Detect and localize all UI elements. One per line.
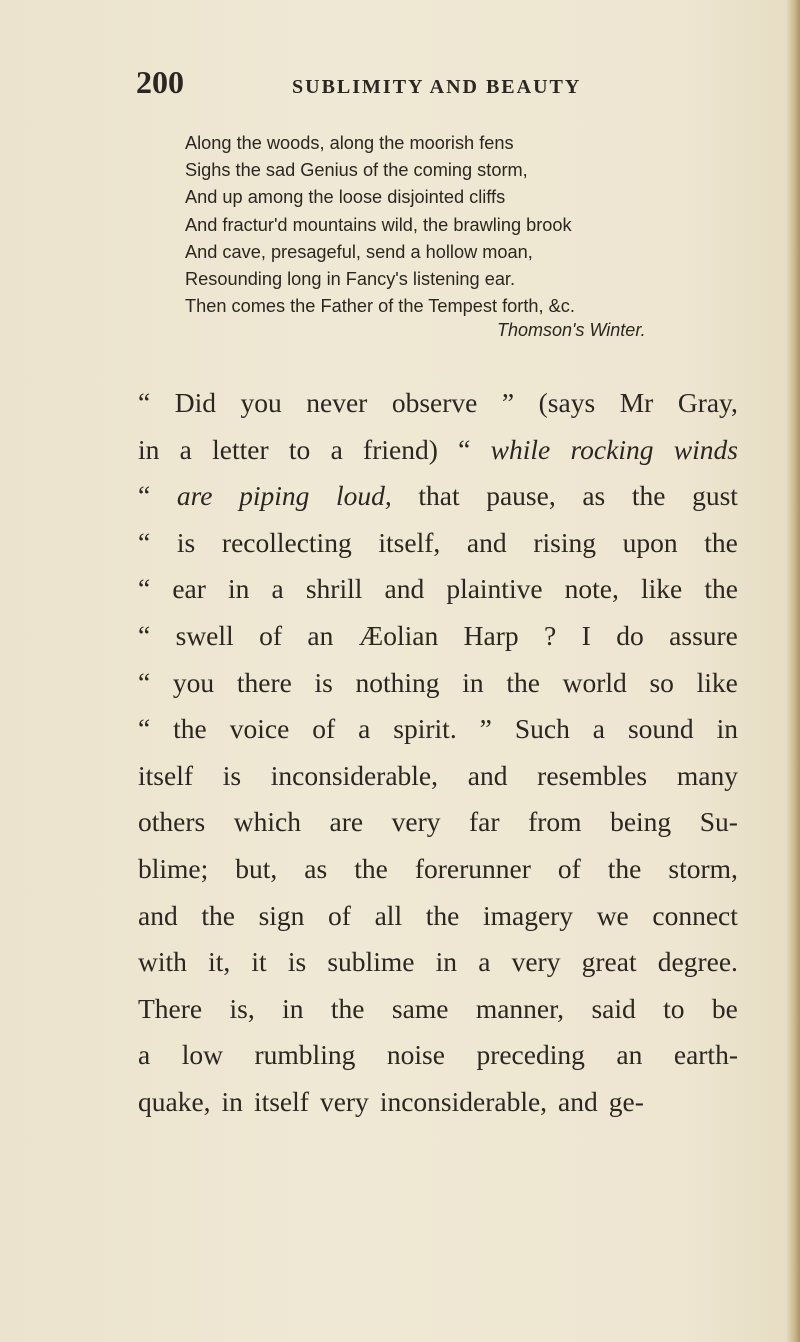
prose-word: the: [506, 666, 540, 698]
prose-word: the: [631, 480, 666, 512]
prose-word: is: [287, 946, 307, 978]
prose-word: and: [466, 526, 507, 558]
prose-word: there: [236, 666, 292, 698]
prose-word: Did: [174, 387, 216, 418]
poem-line: Sighs the sad Genius of the coming storm,: [185, 160, 528, 181]
prose-word: friend): [363, 433, 438, 465]
prose-word: “: [138, 619, 151, 651]
prose-word: upon: [622, 526, 678, 558]
prose-line: [138, 893, 738, 940]
prose-word: a: [271, 573, 284, 605]
prose-word: ear: [172, 573, 206, 605]
prose-word: There: [138, 992, 203, 1024]
prose-word: Æolian: [358, 619, 439, 651]
prose-word: the: [330, 992, 365, 1024]
prose-word: Such: [514, 713, 570, 745]
quoted-poem: [185, 130, 745, 320]
prose-word: plaintive: [446, 573, 543, 605]
prose-word: gust: [692, 480, 738, 512]
prose-word: sound: [627, 713, 694, 745]
prose-word: we: [596, 899, 629, 931]
prose-word: rising: [533, 526, 596, 558]
prose-word: very: [319, 1085, 369, 1117]
prose-word: and: [384, 573, 425, 605]
prose-word: nothing: [355, 666, 440, 698]
prose-line: [138, 1032, 738, 1079]
prose-word: “: [138, 526, 151, 558]
poem-line: And fractur'd mountains wild, the brawling brook: [185, 214, 572, 235]
prose-word: ge-: [608, 1085, 644, 1117]
prose-word: I: [581, 619, 591, 651]
prose-word: it: [251, 946, 267, 978]
prose-word: you: [172, 666, 215, 698]
prose-word: with: [138, 946, 187, 978]
prose-word: far: [469, 806, 500, 838]
prose-word: which: [233, 806, 301, 838]
prose-word: storm,: [668, 852, 738, 884]
prose-line: [138, 706, 738, 753]
prose-word: manner,: [475, 992, 565, 1024]
prose-word: inconsiderable,: [270, 759, 439, 791]
prose-line: [138, 799, 738, 846]
prose-line: [138, 473, 738, 520]
prose-word: shrill: [305, 573, 363, 605]
prose-word: very: [511, 946, 561, 978]
prose-line: [138, 380, 738, 427]
prose-word: in: [221, 1085, 243, 1117]
prose-word: a: [330, 433, 343, 465]
prose-line: [138, 1079, 738, 1126]
prose-word: the: [173, 713, 207, 745]
prose-word: to: [663, 992, 685, 1024]
prose-word: sublime: [327, 946, 415, 978]
prose-word: many: [676, 759, 738, 791]
prose-word: of: [259, 619, 283, 651]
prose-word: ”: [479, 713, 492, 745]
prose-line: [138, 613, 738, 660]
prose-word: the: [354, 852, 388, 884]
prose-word: swell: [175, 619, 234, 651]
prose-word: the: [704, 526, 738, 558]
prose-word: so: [649, 666, 674, 698]
prose-word: of: [557, 852, 581, 884]
poem-line: Resounding long in Fancy's listening ear.: [185, 269, 516, 290]
prose-word: in: [282, 992, 304, 1024]
prose-word: earth-: [673, 1039, 738, 1071]
prose-word: all: [374, 899, 403, 931]
prose-word: Su-: [699, 806, 738, 838]
prose-word: an: [616, 1039, 643, 1071]
prose-word: a: [358, 713, 371, 745]
prose-word: degree.: [657, 946, 738, 978]
prose-word: itself: [253, 1085, 309, 1117]
prose-line: [138, 939, 738, 986]
prose-word: you: [240, 387, 282, 418]
prose-word: Mr: [619, 387, 654, 418]
prose-word: letter: [212, 433, 269, 465]
prose-word: from: [528, 806, 582, 838]
prose-word: world: [562, 666, 627, 698]
page-edge-shadow: [786, 0, 800, 1342]
prose-line: [138, 753, 738, 800]
prose-word: the: [201, 899, 235, 931]
prose-word: in: [138, 433, 160, 465]
prose-word: while: [490, 433, 551, 465]
prose-word: inconsiderable,: [379, 1085, 548, 1117]
prose-word: and: [558, 1085, 598, 1117]
prose-word: “: [458, 433, 471, 465]
poem-line: Then comes the Father of the Tempest forth, &c.: [185, 296, 575, 317]
prose-paragraph: [138, 380, 738, 1126]
prose-line: [138, 427, 738, 474]
prose-word: in: [228, 573, 250, 605]
prose-word: same: [391, 992, 449, 1024]
prose-word: as: [582, 480, 606, 512]
prose-word: and: [467, 759, 508, 791]
prose-word: of: [328, 899, 351, 931]
running-head: SUBLIMITY AND BEAUTY: [292, 76, 582, 98]
prose-word: very: [391, 806, 441, 838]
prose-word: said: [591, 992, 636, 1024]
prose-word: low: [181, 1039, 223, 1071]
prose-word: that: [418, 480, 460, 512]
poem-line: And up among the loose disjointed cliffs: [185, 187, 506, 208]
prose-word: a: [138, 1039, 151, 1071]
prose-word: it,: [208, 946, 231, 978]
prose-word: rumbling: [254, 1039, 356, 1071]
poem-line: Along the woods, along the moorish fens: [185, 133, 514, 153]
prose-word: “: [138, 666, 151, 698]
prose-word: to: [288, 433, 311, 465]
prose-word: preceding: [476, 1039, 585, 1071]
prose-word: recollecting: [221, 526, 352, 558]
prose-word: being: [610, 806, 672, 838]
prose-word: connect: [652, 899, 738, 931]
prose-word: Gray,: [677, 387, 738, 418]
prose-word: resembles: [537, 759, 648, 791]
prose-word: “: [138, 713, 151, 745]
prose-word: a: [592, 713, 605, 745]
prose-word: a: [179, 433, 192, 465]
prose-word: as: [304, 852, 328, 884]
prose-word: be: [711, 992, 738, 1024]
prose-word: and: [138, 899, 178, 931]
prose-word: spirit.: [393, 713, 457, 745]
poem-attribution: Thomson's Winter.: [497, 320, 646, 340]
prose-word: observe: [391, 387, 478, 418]
prose-word: is,: [229, 992, 255, 1024]
prose-word: like: [696, 666, 738, 698]
prose-word: others: [138, 806, 206, 838]
prose-word: the: [704, 573, 738, 605]
prose-word: piping: [239, 480, 310, 512]
prose-word: forerunner: [414, 852, 531, 884]
prose-word: “: [138, 387, 151, 418]
prose-word: the: [425, 899, 460, 931]
prose-word: (says: [538, 387, 596, 418]
prose-word: never: [306, 387, 368, 418]
prose-word: winds: [673, 433, 738, 465]
prose-word: is: [176, 526, 196, 558]
prose-word: the: [607, 852, 642, 884]
poem-line: And cave, presageful, send a hollow moan,: [185, 241, 533, 262]
prose-word: in: [716, 713, 738, 745]
prose-word: ?: [544, 619, 557, 651]
prose-word: blime;: [138, 852, 209, 884]
prose-line: [138, 846, 738, 893]
prose-word: ”: [501, 387, 515, 418]
prose-word: pause,: [486, 480, 556, 512]
prose-word: quake,: [138, 1085, 211, 1117]
prose-word: itself: [138, 759, 193, 791]
prose-word: are: [329, 806, 364, 838]
prose-word: of: [312, 713, 336, 745]
prose-word: but,: [235, 852, 278, 884]
prose-line: [138, 566, 738, 613]
prose-word: sign: [258, 899, 305, 931]
prose-word: loud,: [335, 480, 392, 512]
page-number: 200: [136, 64, 184, 100]
prose-word: itself,: [378, 526, 441, 558]
prose-line: [138, 520, 738, 567]
prose-word: “: [138, 480, 151, 512]
prose-word: are: [176, 480, 213, 512]
prose-word: assure: [669, 619, 738, 651]
prose-word: do: [616, 619, 644, 651]
prose-word: “: [138, 573, 151, 605]
prose-word: note,: [564, 573, 619, 605]
prose-word: like: [641, 573, 683, 605]
prose-word: is: [222, 759, 242, 791]
prose-word: imagery: [482, 899, 574, 931]
prose-line: [138, 986, 738, 1033]
prose-word: in: [435, 946, 458, 978]
prose-word: an: [307, 619, 334, 651]
prose-word: Harp: [463, 619, 519, 651]
prose-word: a: [478, 946, 491, 978]
prose-word: is: [314, 666, 333, 698]
prose-word: great: [581, 946, 637, 978]
prose-word: in: [462, 666, 484, 698]
prose-word: rocking: [570, 433, 654, 465]
prose-line: [138, 660, 738, 707]
prose-word: voice: [229, 713, 290, 745]
page-header: [136, 64, 736, 104]
prose-word: noise: [386, 1039, 445, 1071]
